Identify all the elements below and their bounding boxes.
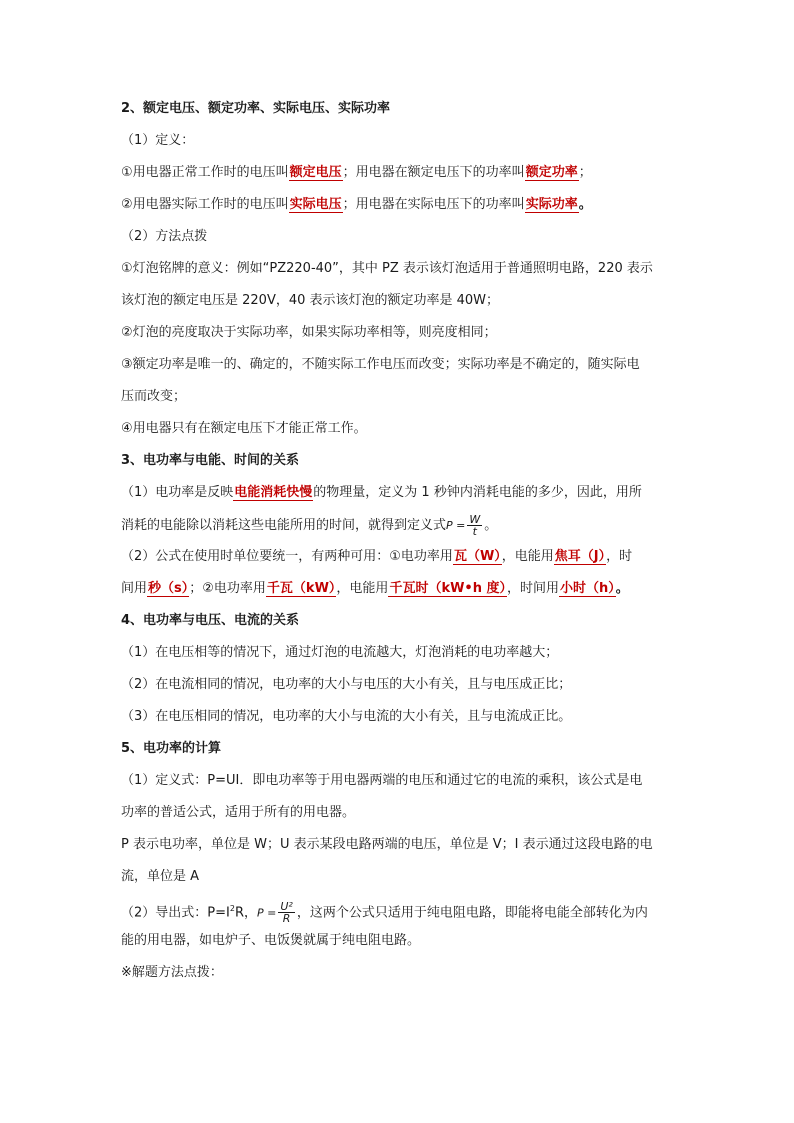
s5-paragraph-3-line-1: （2）导出式：$P=I^2R$，P = $\frac{\text{U²}}{R}$ ，这两个公式只适用于纯电阻电路，即能将电能全部转化为内: [121, 900, 648, 926]
section-4-title: 4、电功率与电压、电流的关系: [121, 613, 300, 628]
section-3-title: 3、电功率与电能、时间的关系: [121, 453, 300, 468]
s3-paragraph-2-line-1: （2）公式在使用时单位要统一，有两种可用：①电功率用瓦（W），电能用焦耳（J），时: [121, 549, 633, 564]
s5-paragraph-3-line-2: 能的用电器，如电炉子、电饭煲就属于纯电阻电路。: [121, 933, 421, 948]
definition-1: ①用电器正常工作时的电压叫额定电压；用电器在额定电压下的功率叫额定功率；: [121, 165, 592, 180]
method-4: ④用电器只有在额定电压下才能正常工作。: [121, 421, 367, 436]
s3-paragraph-2-line-2: 间用秒（s）；②电功率用千瓦（kW），电能用千瓦时（kW•h 度），时间用小时（h）。: [121, 581, 629, 596]
formula-w-over-t: $\frac{W}{t}$: [469, 513, 481, 538]
method-1-line-2: 该灯泡的额定电压是 220V，40 表示该灯泡的额定功率是 40W；: [121, 293, 500, 308]
method-label: （2）方法点拨: [121, 229, 208, 244]
answer-kilowatt: 千瓦（kW）: [266, 581, 336, 596]
s4-item-3: （3）在电压相同的情况，电功率的大小与电流的大小有关，且与电流成正比。: [121, 709, 572, 724]
formula-p2-lhs: P =: [256, 906, 277, 920]
answer-joule: 焦耳（J）: [554, 549, 606, 564]
answer-energy-rate: 电能消耗快慢: [234, 485, 313, 500]
solution-tip-label: ※解题方法点拨：: [121, 965, 223, 980]
s3-paragraph-1-line-2: 消耗的电能除以消耗这些电能所用的时间，就得到定义式P = $\frac{W}{t}$ 。: [121, 513, 498, 538]
s4-item-1: （1）在电压相等的情况下，通过灯泡的电流越大，灯泡消耗的电功率越大；: [121, 645, 559, 660]
s5-paragraph-2-line-2: 流，单位是 A: [121, 869, 200, 884]
s4-item-2: （2）在电流相同的情况，电功率的大小与电压的大小有关，且与电压成正比；: [121, 677, 572, 692]
s5-paragraph-1-line-1: （1）定义式：P=UI．即电功率等于用电器两端的电压和通过它的电流的乘积，该公式是电: [121, 773, 643, 788]
method-3-line-2: 压而改变；: [121, 389, 187, 404]
method-2: ②灯泡的亮度取决于实际功率，如果实际功率相等，则亮度相同；: [121, 325, 497, 340]
s5-paragraph-2-line-1: P 表示电功率，单位是 W；U 表示某段电路两端的电压，单位是 V；I 表示通过这段电路的电: [121, 837, 653, 852]
definition-2: ②用电器实际工作时的电压叫实际电压；用电器在实际电压下的功率叫实际功率。: [121, 197, 592, 212]
answer-actual-voltage: 实际电压: [289, 197, 342, 212]
answer-hour: 小时（h）: [560, 581, 615, 596]
s5-paragraph-1-line-2: 功率的普适公式，适用于所有的用电器。: [121, 805, 356, 820]
document-content: [121, 98, 677, 994]
formula-u2-over-r: $\frac{\text{U²}}{R}$: [280, 900, 293, 926]
answer-second: 秒（s）: [148, 581, 189, 596]
formula-p-lhs: P =: [446, 519, 466, 532]
answer-kilowatt-hour: 千瓦时（kW•h 度）: [389, 581, 507, 596]
section-5-title: 5、电功率的计算: [121, 741, 222, 756]
section-2-title: 2、额定电压、额定功率、实际电压、实际功率: [121, 101, 391, 116]
answer-rated-power: 额定功率: [525, 165, 578, 180]
method-1-line-1: ①灯泡铭牌的意义：例如“PZ220-40”，其中 PZ 表示该灯泡适用于普通照明电路，220 表示: [121, 261, 653, 276]
method-3-line-1: ③额定功率是唯一的、确定的，不随实际工作电压而改变；实际功率是不确定的，随实际电: [121, 357, 640, 372]
answer-actual-power: 实际功率: [525, 197, 578, 212]
answer-watt: 瓦（W）: [453, 549, 501, 564]
definition-label: （1）定义：: [121, 133, 195, 148]
answer-rated-voltage: 额定电压: [289, 165, 342, 180]
s3-paragraph-1-line-1: （1）电功率是反映电能消耗快慢的物理量，定义为 1 秒钟内消耗电能的多少，因此，用所: [121, 485, 642, 500]
